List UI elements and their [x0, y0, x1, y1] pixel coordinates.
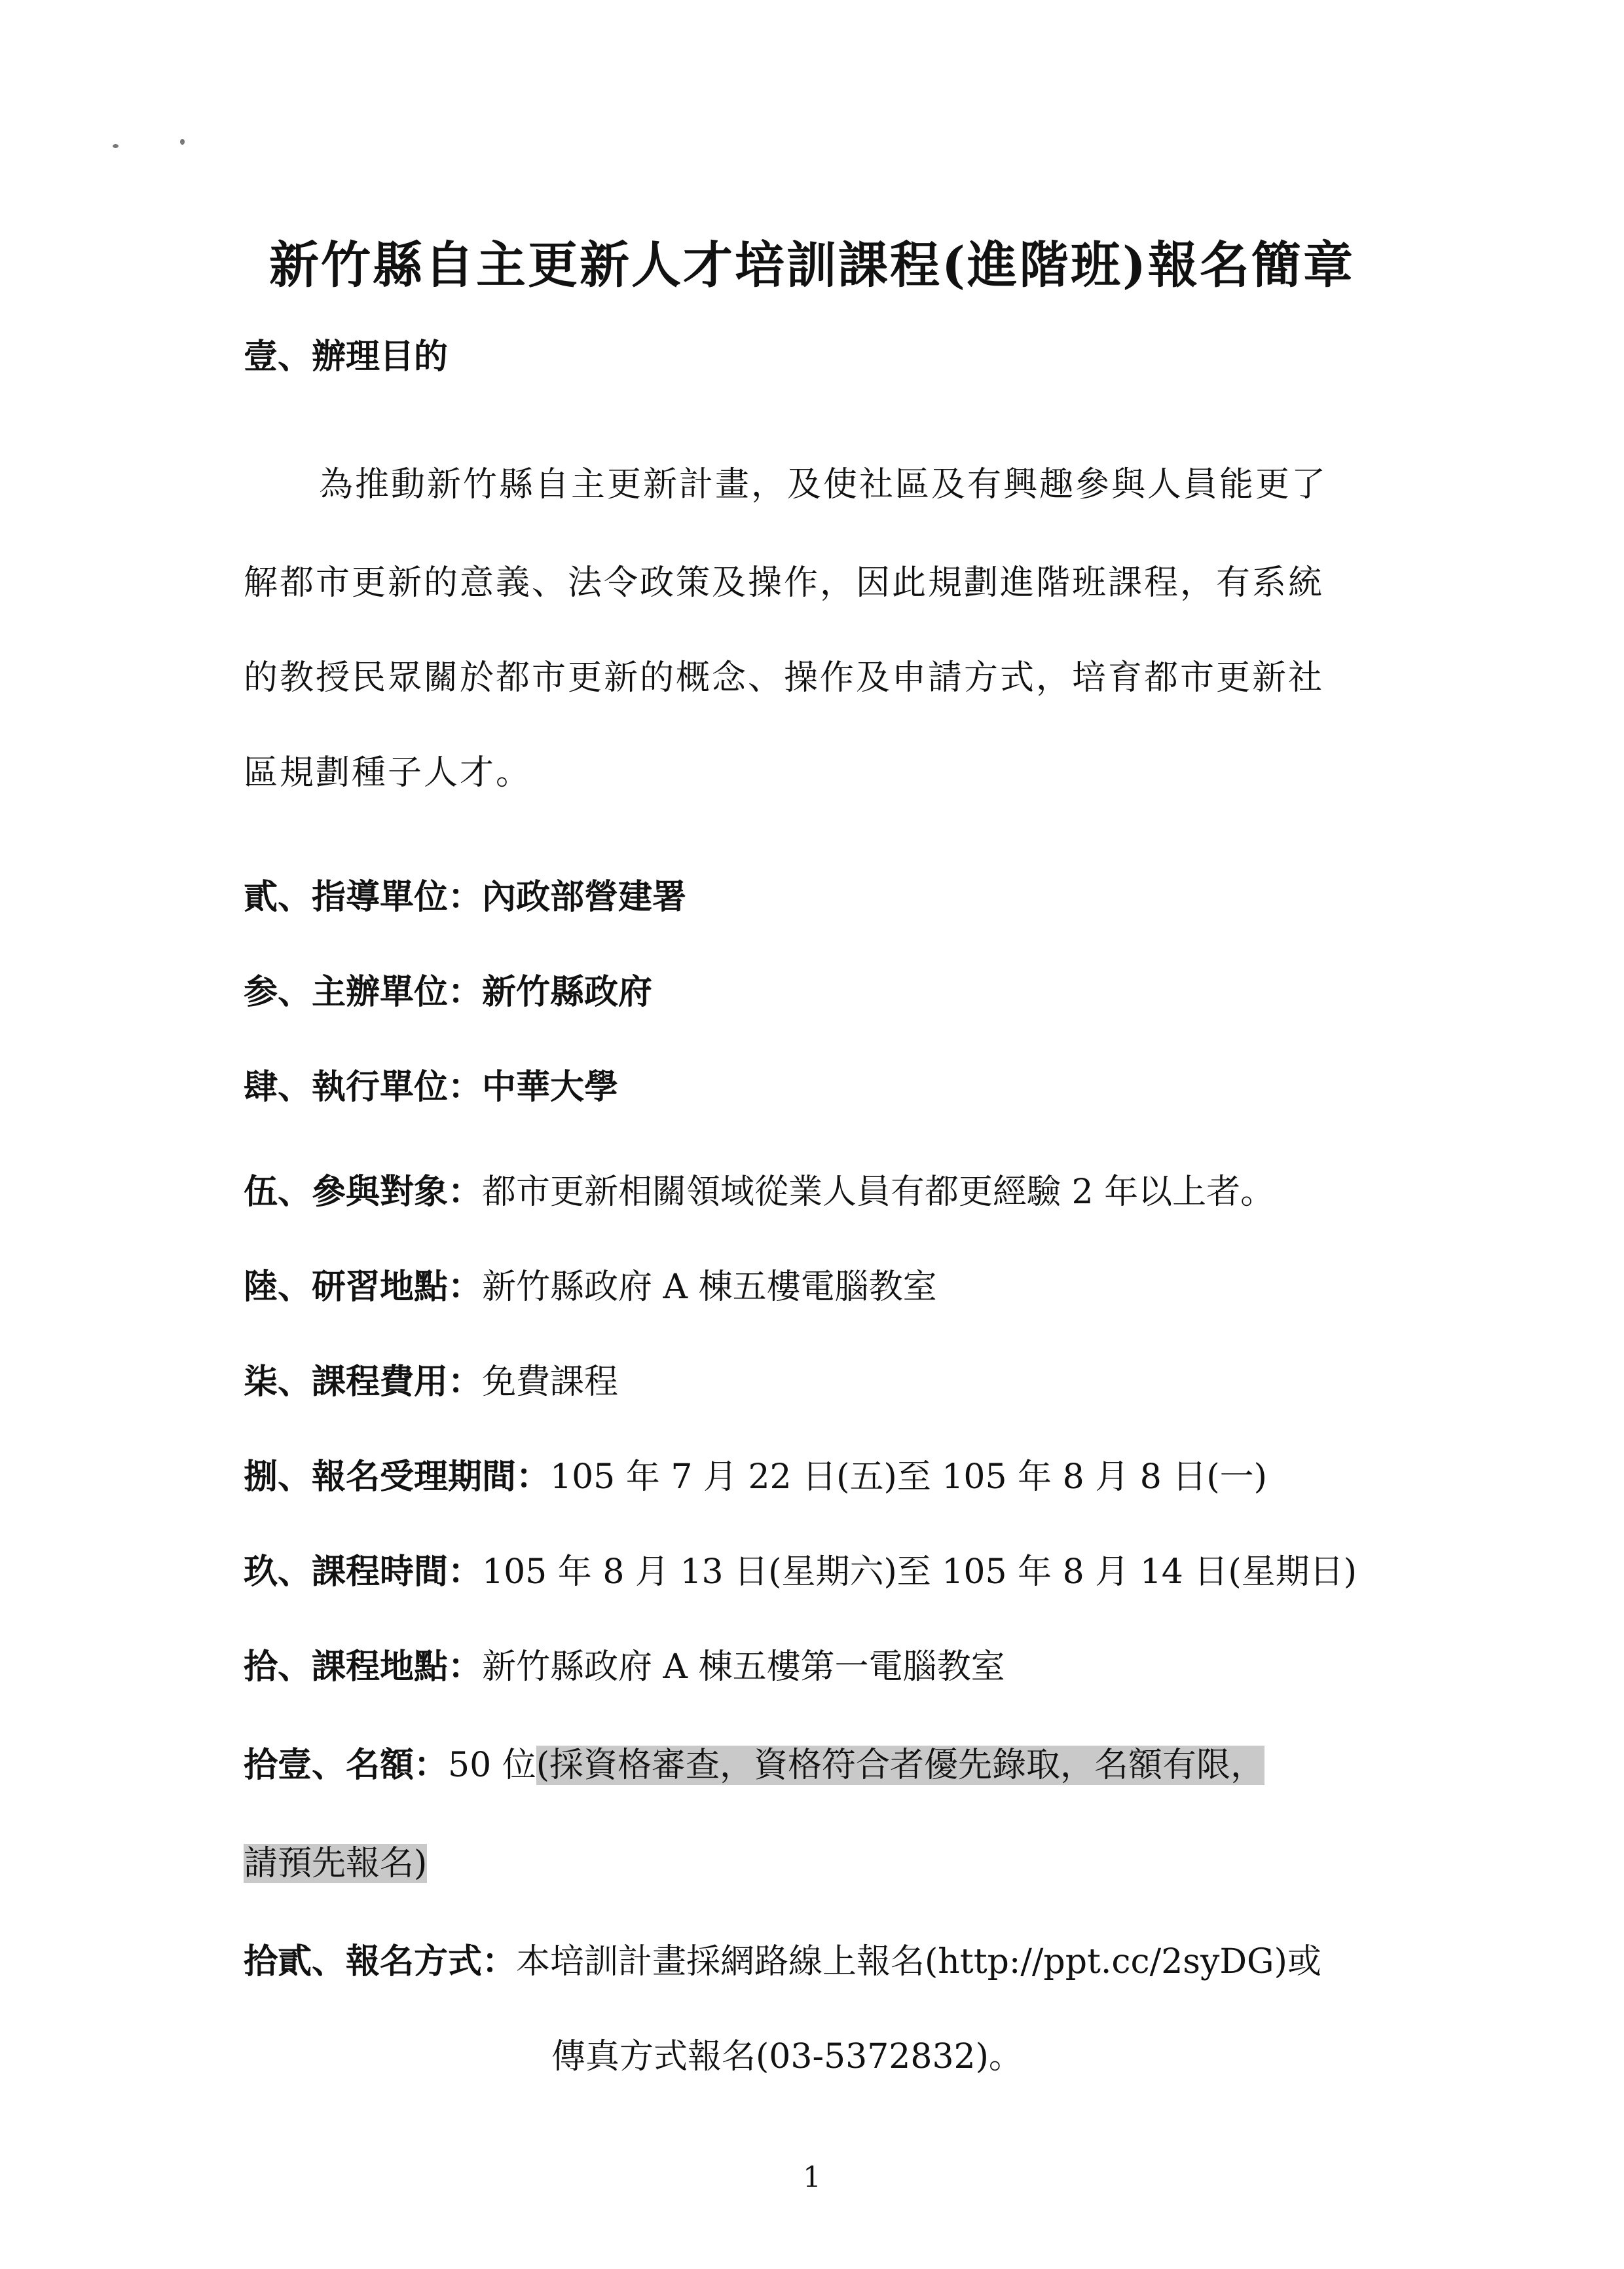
purpose-line-1: 為推動新竹縣自主更新計畫，及使社區及有興趣參與人員能更了 [319, 465, 1328, 504]
item-course-location [244, 1641, 1005, 1693]
item-value: 新竹縣政府 [482, 972, 653, 1012]
item-course-fee [244, 1356, 618, 1408]
quota-value: 50 位 [448, 1746, 536, 1785]
page-number: 1 [803, 2161, 821, 2194]
section-heading-purpose: 壹、辦理目的 [244, 337, 449, 377]
quota-note-highlight: (採資格審查，資格符合者優先錄取，名額有限， [536, 1746, 1265, 1785]
item-value: 105 年 8 月 13 日(星期六)至 105 年 8 月 14 日(星期日) [482, 1552, 1357, 1592]
item-label: 柒、課程費用： [244, 1362, 483, 1402]
item-value: 新竹縣政府 A 棟五樓電腦教室 [482, 1267, 937, 1307]
scan-speck [180, 139, 185, 145]
item-executing-unit [244, 1061, 618, 1114]
item-label: 拾貳、報名方式： [244, 1941, 517, 1981]
item-label: 肆、執行單位： [244, 1067, 483, 1107]
quota-note-highlight: 請預先報名) [244, 1844, 428, 1883]
item-value: 新竹縣政府 A 棟五樓第一電腦教室 [482, 1647, 1005, 1687]
item-label: 捌、報名受理期間： [244, 1457, 551, 1497]
item-label: 玖、課程時間： [244, 1552, 483, 1592]
scan-speck [113, 144, 119, 148]
item-label: 拾、課程地點： [244, 1647, 483, 1687]
item-supervising-unit [244, 871, 686, 924]
item-value: 內政部營建署 [482, 877, 687, 917]
purpose-line-2: 解都市更新的意義、法令政策及操作，因此規劃進階班課程，有系統 [244, 563, 1325, 603]
item-label: 参、主辦單位： [244, 972, 483, 1012]
item-registration-method [244, 1936, 1321, 1988]
document-title: 新竹縣自主更新人才培訓課程(進階班)報名簡章 [269, 236, 1355, 294]
purpose-line-3: 的教授民眾關於都市更新的概念、操作及申請方式，培育都市更新社 [244, 658, 1325, 698]
item-training-location [244, 1261, 937, 1313]
item-organizer [244, 966, 652, 1019]
item-registration-period [244, 1451, 1267, 1503]
item-label: 陸、研習地點： [244, 1267, 483, 1307]
quota-note-continued [244, 1837, 427, 1890]
item-label: 伍、參與對象： [244, 1172, 483, 1212]
registration-line-1: 本培訓計畫採網路線上報名(http://ppt.cc/2syDG)或 [516, 1942, 1321, 1981]
item-label: 拾壹、名額： [244, 1745, 449, 1785]
item-value: 105 年 7 月 22 日(五)至 105 年 8 月 8 日(一) [550, 1457, 1267, 1497]
item-course-time [244, 1546, 1357, 1598]
registration-line-2: 傳真方式報名(03-5372832)。 [551, 2037, 1023, 2076]
item-quota [244, 1739, 1264, 1791]
purpose-line-4: 區規劃種子人才。 [244, 753, 532, 793]
item-label: 貳、指導單位： [244, 877, 483, 917]
item-value: 中華大學 [482, 1067, 619, 1107]
item-target-audience [244, 1166, 1274, 1218]
item-value: 都市更新相關領域從業人員有都更經驗 2 年以上者。 [482, 1172, 1275, 1212]
item-value: 免費課程 [482, 1362, 619, 1402]
